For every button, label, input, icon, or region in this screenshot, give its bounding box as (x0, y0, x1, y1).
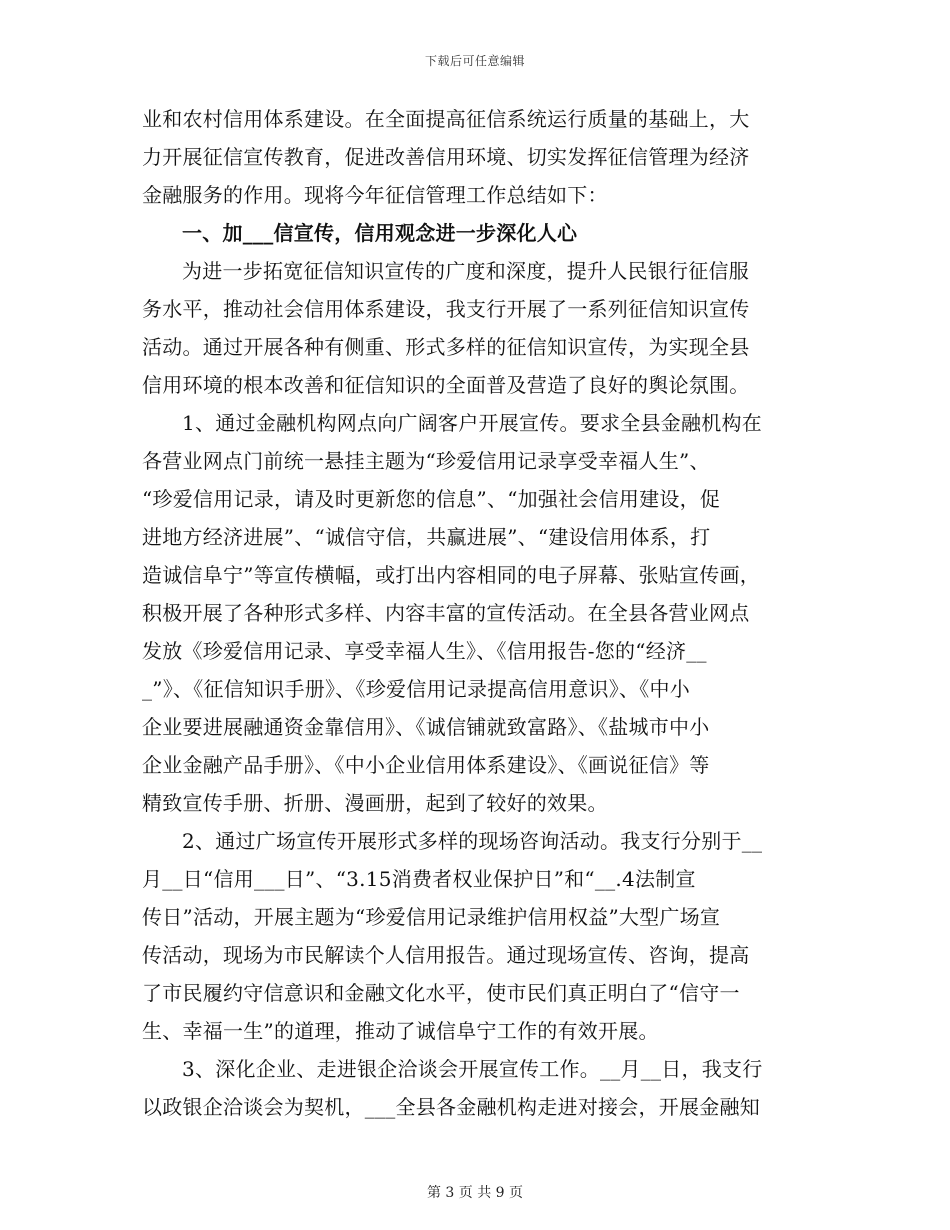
paragraph-line: 造诚信阜宁”等宣传横幅，或打出内容相同的电子屏幕、张贴宣传画， (142, 563, 760, 587)
page-footer: 第 3 页 共 9 页 (426, 1185, 524, 1201)
paragraph-line: 传活动，现场为市民解读个人信用报告。通过现场宣传、咨询，提高 (142, 943, 750, 967)
paragraph-line: 了市民履约守信意识和金融文化水平，使市民们真正明白了“信守一 (142, 981, 740, 1005)
paragraph-line: 力开展征信宣传教育，促进改善信用环境、切实发挥征信管理为经济 (142, 145, 750, 169)
paragraph-line: 2、通过广场宣传开展形式多样的现场咨询活动。我支行分别于__ (182, 829, 763, 853)
paragraph-line: 活动。通过开展各种有侧重、形式多样的征信知识宣传，为实现全县 (142, 335, 750, 359)
paragraph-line: 金融服务的作用。现将今年征信管理工作总结如下： (142, 183, 608, 207)
paragraph-line: _”》、《征信知识手册》、《珍爱信用记录提高信用意识》、《中小 (142, 677, 690, 701)
paragraph-line: 生、幸福一生”的道理，推动了诚信阜宁工作的有效开展。 (142, 1019, 659, 1043)
page-header: 下载后可任意编辑 (424, 54, 525, 68)
paragraph-line: 精致宣传手册、折册、漫画册，起到了较好的效果。 (142, 791, 608, 815)
paragraph-line: 月__日“信用___日”、“3.15消费者权业保护日”和“__.4法制宣 (142, 867, 696, 891)
paragraph-line: 信用环境的根本改善和征信知识的全面普及营造了良好的舆论氛围。 (142, 373, 750, 397)
paragraph-line: 3、深化企业、走进银企洽谈会开展宣传工作。__月__日，我支行 (182, 1057, 763, 1081)
document-body (142, 100, 808, 1126)
paragraph-line: 为进一步拓宽征信知识宣传的广度和深度，提升人民银行征信服 (182, 259, 749, 283)
paragraph-line: 积极开展了各种形式多样、内容丰富的宣传活动。在全县各营业网点 (142, 601, 750, 625)
paragraph-line: 进地方经济进展”、“诚信守信，共赢进展”、“建设信用体系，打 (142, 525, 711, 549)
paragraph-line: 各营业网点门前统一悬挂主题为“珍爱信用记录享受幸福人生”、 (142, 449, 710, 473)
paragraph-line: 企业要进展融通资金靠信用》、《诚信铺就致富路》、《盐城市中小 (142, 715, 710, 739)
paragraph-line: 企业金融产品手册》、《中小企业信用体系建设》、《画说征信》等 (142, 753, 710, 777)
paragraph-line: 务水平，推动社会信用体系建设，我支行开展了一系列征信知识宣传 (142, 297, 750, 321)
paragraph-line: 传日”活动，开展主题为“珍爱信用记录维护信用权益”大型广场宣 (142, 905, 721, 929)
section-heading: 一、加___信宣传，信用观念进一步深化人心 (182, 221, 578, 245)
paragraph-line: 发放《珍爱信用记录、享受幸福人生》、《信用报告-您的“经济__ (142, 639, 707, 663)
paragraph-line: “珍爱信用记录，请及时更新您的信息”、“加强社会信用建设，促 (142, 487, 721, 511)
paragraph-line: 以政银企洽谈会为契机，___全县各金融机构走进对接会，开展金融知 (142, 1095, 760, 1119)
paragraph-line: 1、通过金融机构网点向广阔客户开展宣传。要求全县金融机构在 (182, 411, 762, 435)
paragraph-line: 业和农村信用体系建设。在全面提高征信系统运行质量的基础上，大 (142, 107, 750, 131)
